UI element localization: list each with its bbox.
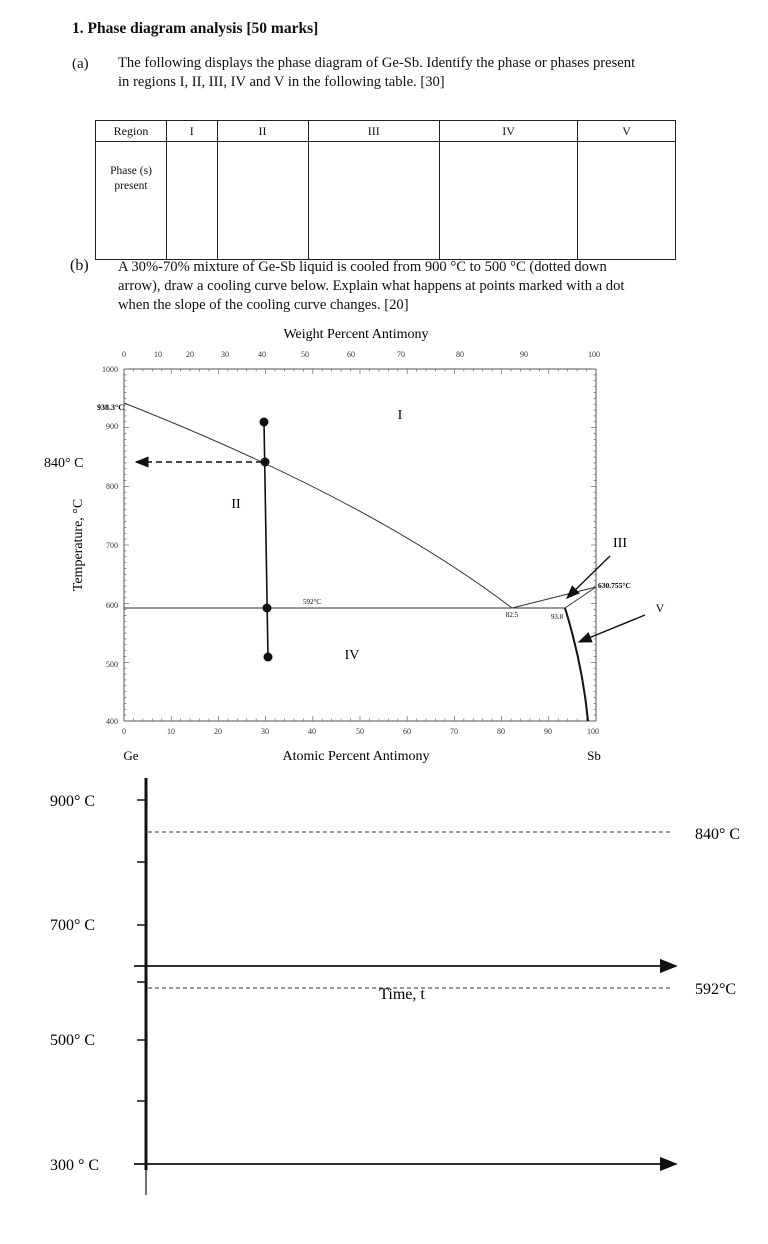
table-header-region-3: III xyxy=(308,121,439,142)
part-b-label: (b) xyxy=(70,257,89,274)
sb-melting-label: 630.755°C xyxy=(598,581,631,590)
top-tick-0: 0 xyxy=(122,350,126,359)
region-label-3: III xyxy=(613,536,627,551)
bottom-tick-30: 30 xyxy=(261,727,269,736)
y-tick-800: 800 xyxy=(106,482,118,491)
ge-melting-label: 938.3°C xyxy=(97,403,124,412)
part-a-label: (a) xyxy=(72,56,89,72)
cooling-label-500: 500° C xyxy=(50,1032,96,1049)
dot-592c xyxy=(263,604,272,613)
y-tick-700: 700 xyxy=(106,541,118,550)
top-tick-90: 90 xyxy=(520,350,528,359)
top-axis-title: Weight Percent Antimony xyxy=(283,327,429,342)
cooling-dashed-label-840: 840° C xyxy=(695,826,741,843)
table-header-region: Region xyxy=(96,121,167,142)
bottom-axis-title: Atomic Percent Antimony xyxy=(282,749,430,764)
region-label-1: I xyxy=(397,408,403,423)
liquidus-sb-side xyxy=(512,587,596,608)
cooling-label-700: 700° C xyxy=(50,917,96,934)
eutectic-comp-label: 82.5 xyxy=(505,611,519,619)
cooling-x-axis-label: Time, t xyxy=(379,986,425,1003)
region-label-2: II xyxy=(231,497,241,512)
top-tick-60: 60 xyxy=(347,350,355,359)
bottom-tick-70: 70 xyxy=(450,727,458,736)
y-tick-900: 900 xyxy=(106,422,118,431)
top-tick-10: 10 xyxy=(154,350,162,359)
solvus-curve xyxy=(565,608,588,721)
bottom-tick-60: 60 xyxy=(403,727,411,736)
bottom-tick-90: 90 xyxy=(544,727,552,736)
marker-840-label: 840° C xyxy=(44,456,84,471)
y-tick-500: 500 xyxy=(106,660,118,669)
question-title: 1. Phase diagram analysis [50 marks] xyxy=(72,20,319,37)
solubility-comp-label: 93.8 xyxy=(550,613,564,621)
liquidus-ge-side xyxy=(124,403,512,608)
region-label-5: V xyxy=(655,601,665,615)
solidus-sb-side xyxy=(565,587,596,608)
bottom-tick-0: 0 xyxy=(122,727,126,736)
top-tick-70: 70 xyxy=(397,350,405,359)
y-tick-1000: 1000 xyxy=(102,365,118,374)
table-header-region-4: IV xyxy=(439,121,577,142)
part-a-text-line2: in regions I, II, III, IV and V in the following table. [30] xyxy=(118,74,445,90)
phase-diagram xyxy=(44,327,665,764)
table-header-region-1: I xyxy=(167,121,218,142)
cooling-label-900: 900° C xyxy=(50,793,96,810)
cooling-dashed-label-592: 592°C xyxy=(695,981,737,998)
dot-500c xyxy=(264,653,273,662)
cooling-curve-plot xyxy=(50,778,740,1195)
bottom-tick-40: 40 xyxy=(308,727,316,736)
phases-label-line1: Phase (s) xyxy=(110,165,152,177)
top-tick-30: 30 xyxy=(221,350,229,359)
ge-label: Ge xyxy=(123,748,139,763)
part-b-text-line1: A 30%-70% mixture of Ge-Sb liquid is cooled from 900 °C to 500 °C (dotted down xyxy=(118,259,607,275)
y-tick-600: 600 xyxy=(106,601,118,610)
dot-900c xyxy=(260,418,269,427)
top-tick-20: 20 xyxy=(186,350,194,359)
bottom-tick-100: 100 xyxy=(587,727,599,736)
bottom-tick-50: 50 xyxy=(356,727,364,736)
top-tick-50: 50 xyxy=(301,350,309,359)
eutectic-temp-label: 592°C xyxy=(303,598,321,606)
top-tick-80: 80 xyxy=(456,350,464,359)
sb-label: Sb xyxy=(587,748,601,763)
top-tick-40: 40 xyxy=(258,350,266,359)
left-axis-title: Temperature, °C xyxy=(71,498,86,592)
composition-line xyxy=(264,422,268,657)
part-b-text-line2: arrow), draw a cooling curve below. Explain what happens at points marked with a dot xyxy=(118,278,625,294)
region-5-pointer-arrow xyxy=(579,615,645,642)
table-header-region-5: V xyxy=(578,121,676,142)
bottom-tick-10: 10 xyxy=(167,727,175,736)
bottom-tick-80: 80 xyxy=(497,727,505,736)
region-label-4: IV xyxy=(344,648,360,663)
y-tick-400: 400 xyxy=(106,717,118,726)
phases-label-line2: present xyxy=(114,180,148,192)
bottom-tick-20: 20 xyxy=(214,727,222,736)
top-tick-100: 100 xyxy=(588,350,600,359)
cooling-label-300: 300 ° C xyxy=(50,1157,100,1174)
part-a-text-line1: The following displays the phase diagram of Ge-Sb. Identify the phase or phases present xyxy=(118,55,636,71)
part-b-text-line3: when the slope of the cooling curve changes. [20] xyxy=(118,297,409,313)
table-header-region-2: II xyxy=(217,121,308,142)
